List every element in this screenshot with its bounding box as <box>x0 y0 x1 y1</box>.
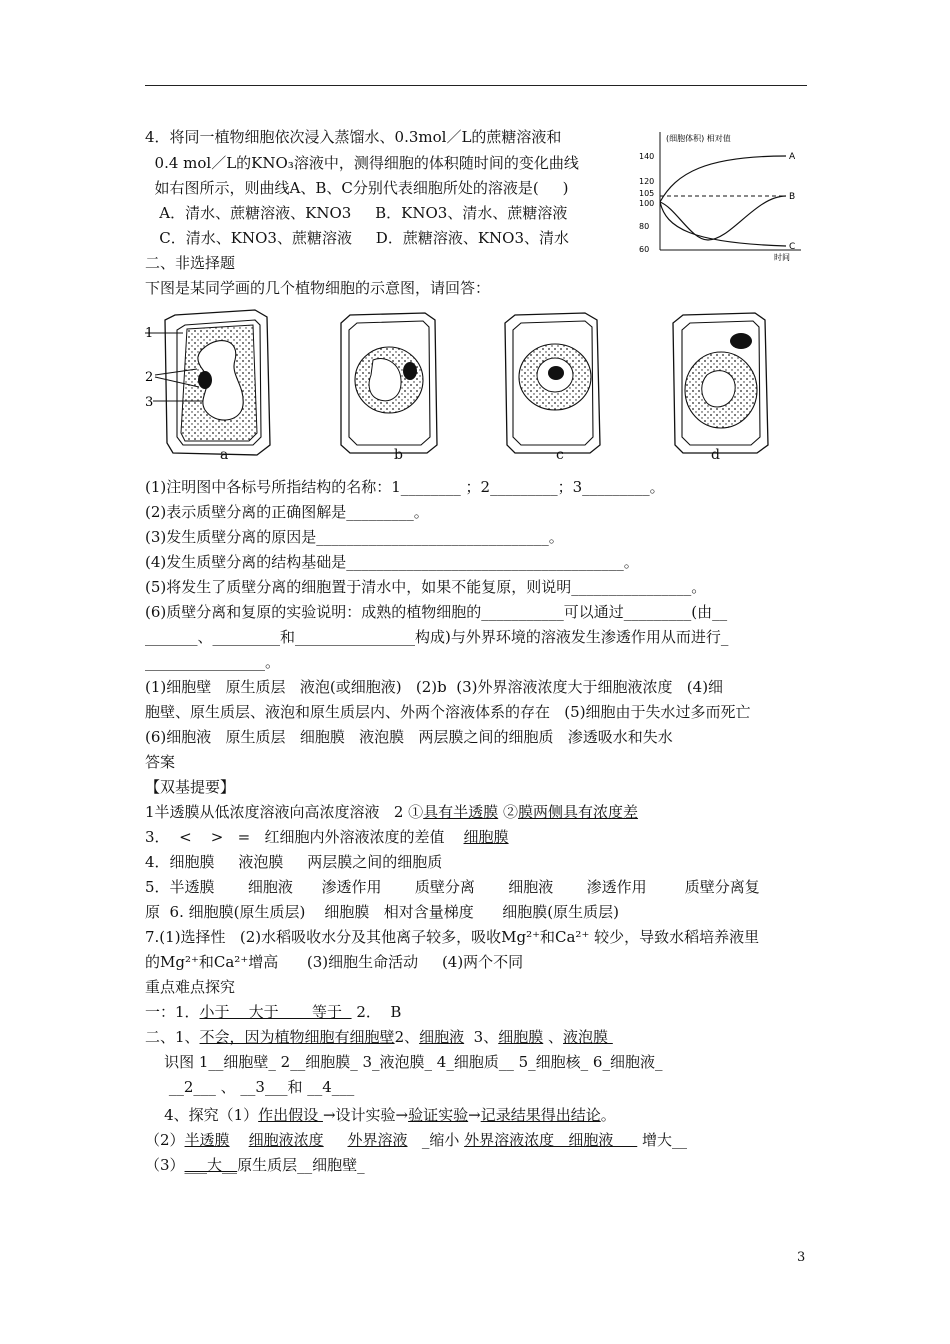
curve-b <box>660 196 786 240</box>
key-line-explore: 4、探究（1）作出假设 →设计实验→验证实验→记录结果得出结论。 <box>145 1106 616 1124</box>
figure-label-a: a <box>220 447 229 463</box>
curve-label-b: B <box>789 192 796 202</box>
key-line-focus-1: 一：1．小于 大于 等于 2． B <box>145 1003 402 1021</box>
cell-a <box>145 310 270 455</box>
key-line-1: 1半透膜从低浓度溶液向高浓度溶液 2 ①具有半透膜 ②膜两侧具有浓度差 <box>145 803 638 821</box>
page-number: 3 <box>797 1250 806 1265</box>
answer-line: 胞壁、原生质层、液泡和原生质层内、外两个溶液体系的存在 (5)细胞由于失水过多而死亡 <box>145 703 751 721</box>
label-number: 2 <box>145 370 154 385</box>
y-tick: 140 <box>639 152 655 161</box>
curve-a <box>660 156 786 202</box>
curve-label-a: A <box>789 152 796 162</box>
question-6-cont: _______、_________和________________构成)与外界环境的溶液发生渗透作用从而进行_ <box>145 628 729 646</box>
volume-time-graph <box>636 128 806 264</box>
plant-cell-figure <box>145 305 785 470</box>
cell-d <box>673 313 768 453</box>
y-tick: 105 <box>639 189 655 198</box>
header-rule <box>145 85 807 86</box>
y-tick: 80 <box>639 222 650 231</box>
y-tick: 100 <box>639 199 655 208</box>
key-line-5: 5．半透膜 细胞液 渗透作用 质壁分离 细胞液 渗透作用 质壁分离复 <box>145 878 760 896</box>
key-line-diagram: 识图 1__细胞壁_ 2__细胞膜_ 3_液泡膜_ 4_细胞质__ 5_细胞核_ 6_细胞液_ <box>145 1053 663 1071</box>
question-4: (4)发生质壁分离的结构基础是_____________________________________。 <box>145 553 639 571</box>
key-line-4: 4．细胞膜 液泡膜 两层膜之间的细胞质 <box>145 853 443 871</box>
figure-label-c: c <box>556 447 564 463</box>
question-3: (3)发生质壁分离的原因是_______________________________。 <box>145 528 564 546</box>
label-number: 3 <box>145 395 154 410</box>
q4-line1: 4．将同一植物细胞依次浸入蒸馏水、0.3mol／L的蔗糖溶液和 <box>145 128 562 146</box>
q4-option-c-d: C．清水、KNO3、蔗糖溶液 D．蔗糖溶液、KNO3、清水 <box>145 229 569 247</box>
question-6: (6)质壁分离和复原的实验说明：成熟的植物细胞的___________可以通过_________(由__ <box>145 603 728 621</box>
curve-c <box>660 202 786 246</box>
answer-line: (1)细胞壁 原生质层 液泡(或细胞液) (2)b (3)外界溶液浓度大于细胞液浓度 (4)细 <box>145 678 724 696</box>
q4-line3: 如右图所示，则曲线A、B、C分别代表细胞所处的溶液是( ) <box>145 179 569 197</box>
q4-option-a-b: A．清水、蔗糖溶液、KNO3 B．KNO3、清水、蔗糖溶液 <box>145 204 568 222</box>
figure-label-d: d <box>711 447 720 463</box>
key-subtitle: 【双基提要】 <box>145 778 236 796</box>
question-2: (2)表示质壁分离的正确图解是_________。 <box>145 503 429 521</box>
key-line-7: 7.(1)选择性 (2)水稻吸收水分及其他离子较多，吸收Mg²⁺和Ca²⁺ 较少，导致水稻培养液里 <box>145 928 760 946</box>
question-1: (1)注明图中各标号所指结构的名称：1________ ；2_________；3_________。 <box>145 478 665 496</box>
y-tick: 60 <box>639 245 650 254</box>
cell-c <box>505 313 600 453</box>
key-line-6: 原 6. 细胞膜(原生质层) 细胞膜 相对含量梯度 细胞膜(原生质层) <box>145 903 620 921</box>
section-intro: 下图是某同学画的几个植物细胞的示意图，请回答： <box>145 279 491 297</box>
question-5: (5)将发生了质壁分离的细胞置于清水中，如果不能复原，则说明________________。 <box>145 578 707 596</box>
key-title: 答案 <box>145 753 176 771</box>
key-line-diagram-cont: __2___ 、 __3___和 __4___ <box>145 1078 355 1096</box>
x-axis-label: 时间 <box>774 253 790 262</box>
label-number: 1 <box>145 326 154 341</box>
y-axis-label: (细胞体积) 相对值 <box>666 134 731 143</box>
curve-label-c: C <box>789 242 796 252</box>
key-line-explore-3: （3）___大__原生质层__细胞壁_ <box>145 1156 365 1174</box>
y-tick: 120 <box>639 177 655 186</box>
key-line-7-cont: 的Mg²⁺和Ca²⁺增高 (3)细胞生命活动 (4)两个不同 <box>145 953 524 971</box>
q4-line2: 0.4 mol／L的KNO₃溶液中，测得细胞的体积随时间的变化曲线 <box>145 154 579 172</box>
section-heading: 二、非选择题 <box>145 254 236 272</box>
answer-line: (6)细胞液 原生质层 细胞膜 液泡膜 两层膜之间的细胞质 渗透吸水和失水 <box>145 728 673 746</box>
cell-b <box>341 313 437 453</box>
key-line-explore-2: （2）半透膜 细胞液浓度 外界溶液 _缩小 外界溶液浓度 细胞液 增大__ <box>145 1131 688 1149</box>
question-6-end: ________________。 <box>145 653 281 671</box>
figure-label-b: b <box>394 447 403 463</box>
key-line-3: 3． < > = 红细胞内外溶液浓度的差值 细胞膜 <box>145 828 509 846</box>
key-line-focus-2: 二、1、不会，因为植物细胞有细胞壁2、细胞液 3、细胞膜 、液泡膜 <box>145 1028 613 1046</box>
key-heading-focus: 重点难点探究 <box>145 978 236 996</box>
